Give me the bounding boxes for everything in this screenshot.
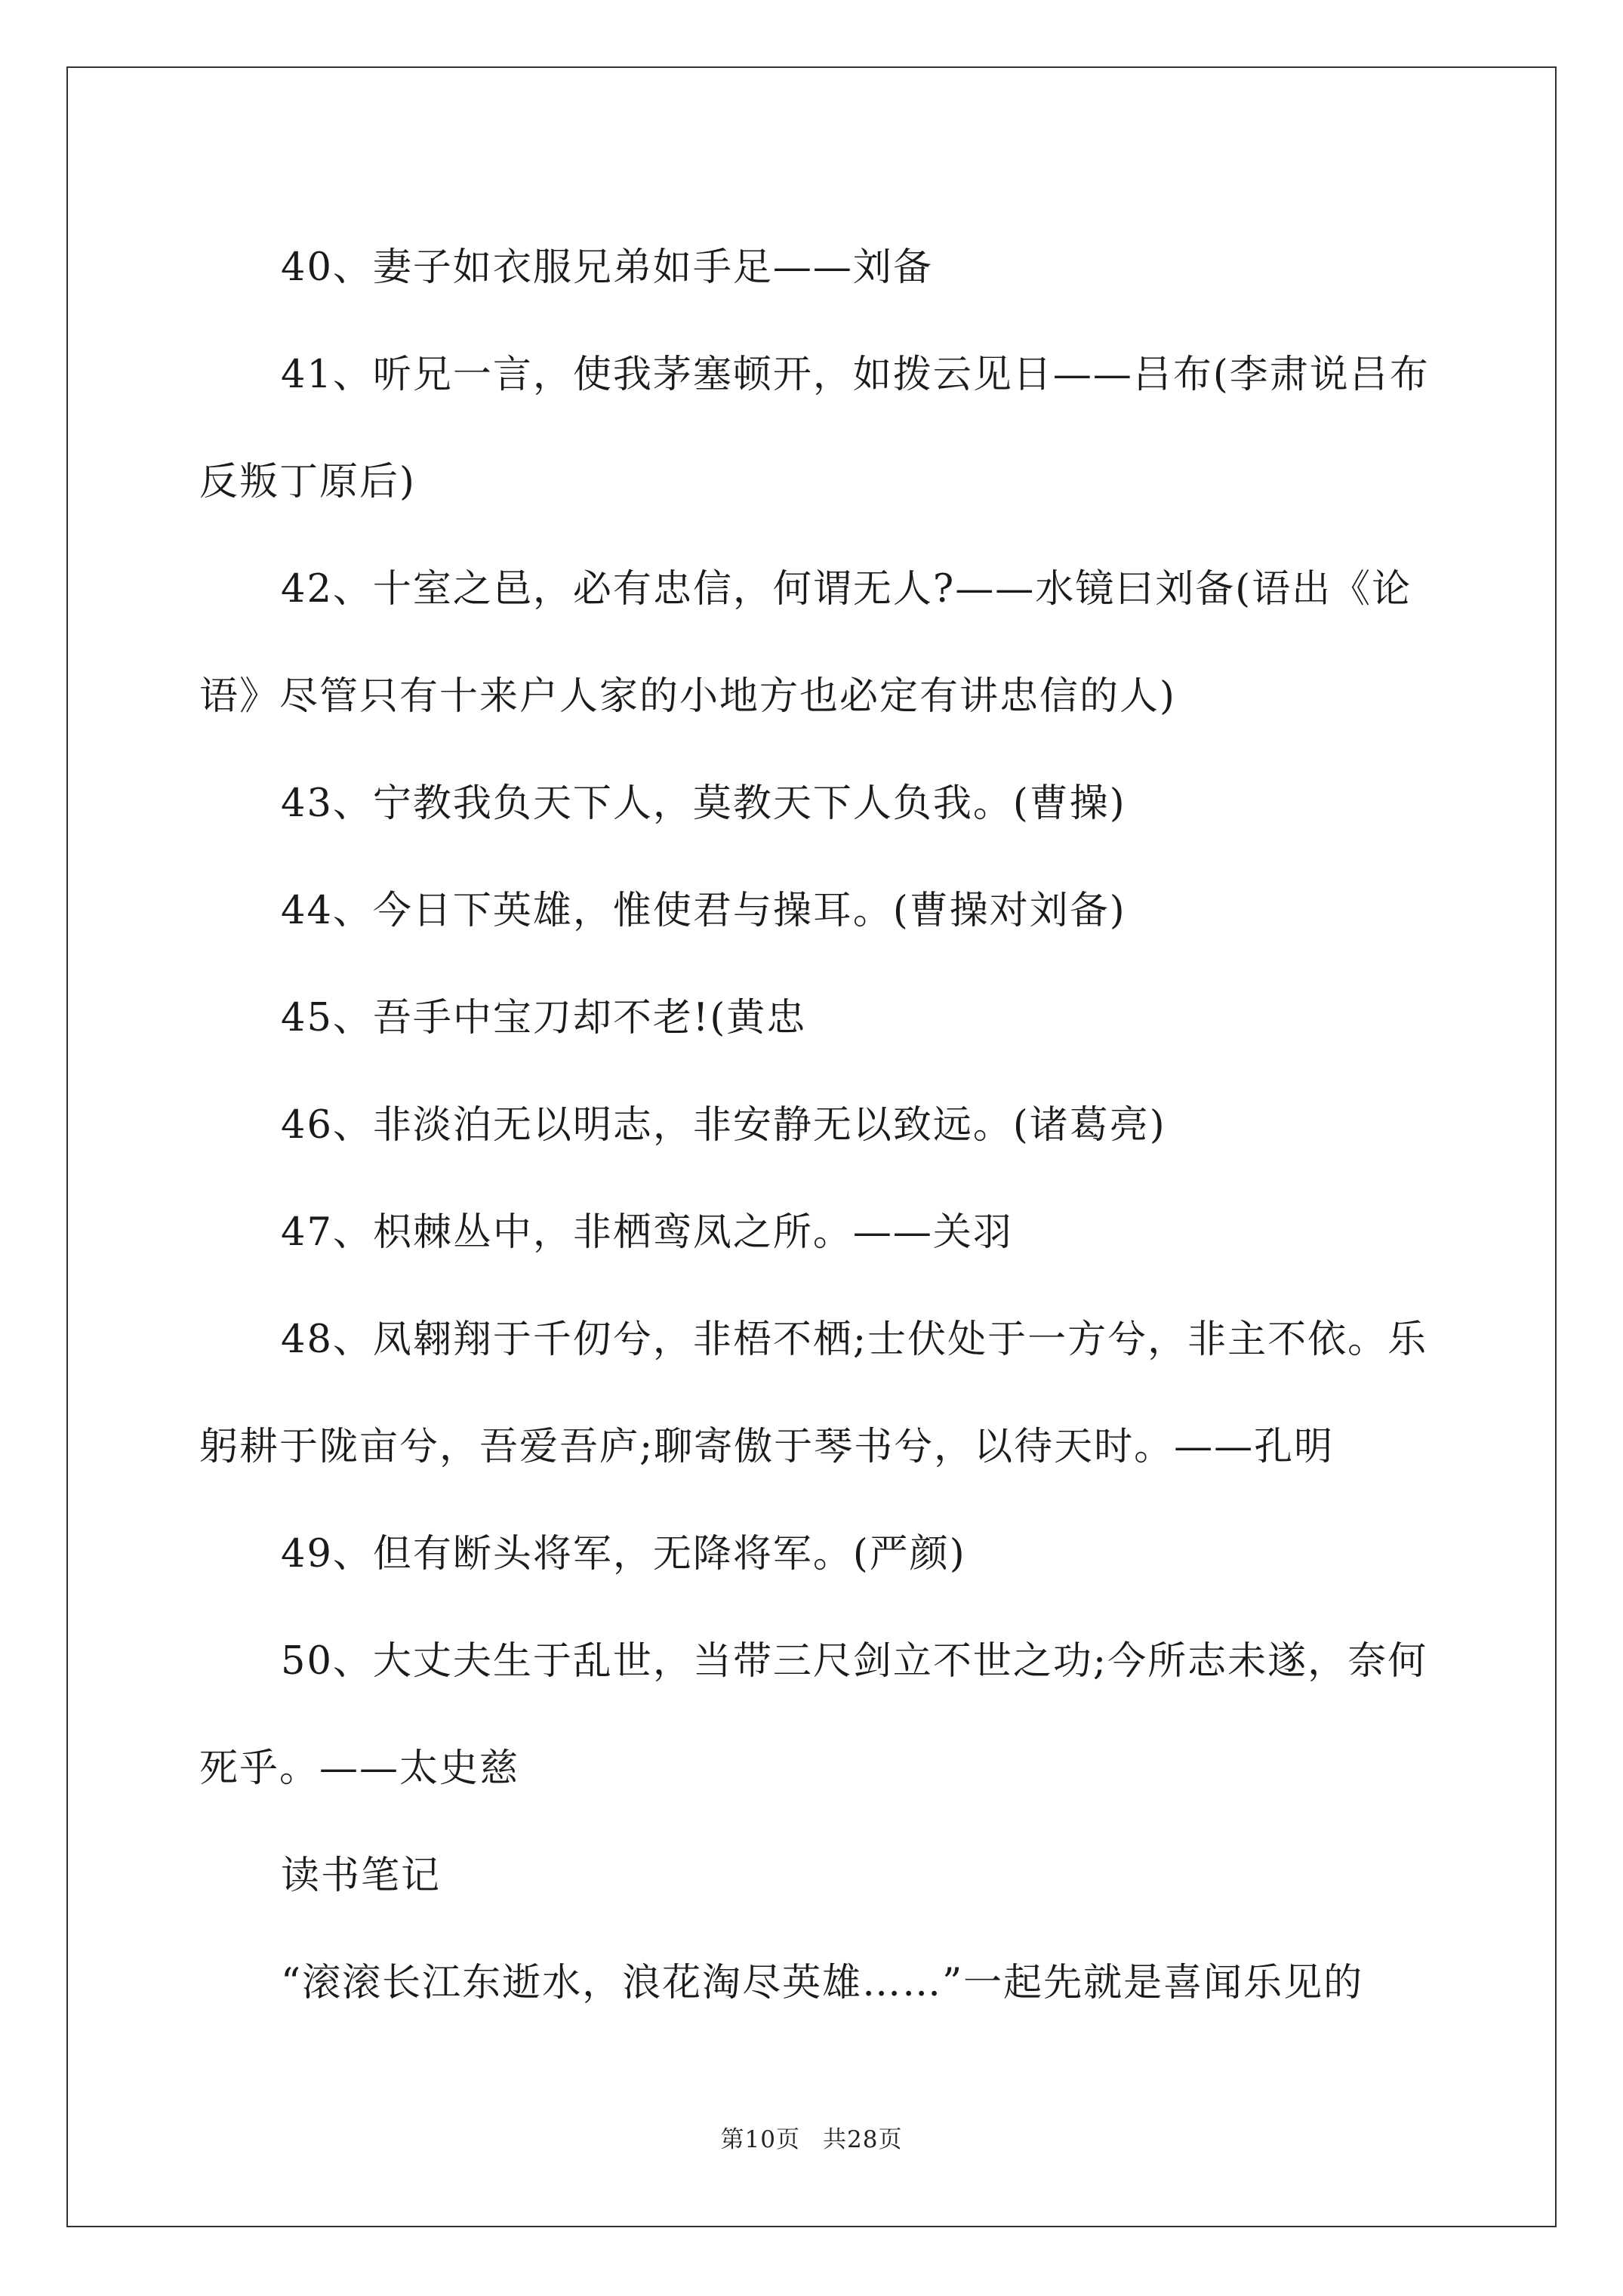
paragraph-49: 49、但有断头将军，无降将军。(严颜)	[281, 1532, 966, 1576]
paragraph-notes-intro: “滚滚长江东逝水，浪花淘尽英雄……”一起先就是喜闻乐见的	[281, 1961, 1364, 2005]
paragraph-43: 43、宁教我负天下人，莫教天下人负我。(曹操)	[281, 781, 1126, 826]
paragraph-47: 47、枳棘丛中，非栖鸾凤之所。——关羽	[281, 1210, 1013, 1255]
paragraph-46: 46、非淡泊无以明志，非安静无以致远。(诸葛亮)	[281, 1103, 1166, 1148]
paragraph-48: 48、凤翱翔于千仞兮，非梧不栖;士伏处于一方兮，非主不依。乐躬耕于陇亩兮，吾爱吾庐;聊寄傲于琴书兮，以待天时。——孔明	[199, 1318, 1428, 1469]
page-footer	[0, 2120, 1623, 2154]
document-body	[199, 214, 1430, 2037]
paragraph-40: 40、妻子如衣服兄弟如手足——刘备	[281, 245, 933, 290]
paragraph-44: 44、今日下英雄，惟使君与操耳。(曹操对刘备)	[281, 889, 1126, 933]
page-number: 第10页	[720, 2126, 800, 2153]
section-heading: 读书笔记	[281, 1854, 442, 1898]
paragraph-50: 50、大丈夫生于乱世，当带三尺剑立不世之功;今所志未遂，奈何死乎。——太史慈	[199, 1639, 1428, 1791]
paragraph-45: 45、吾手中宝刀却不老!(黄忠	[281, 996, 807, 1040]
page-total: 共28页	[823, 2126, 903, 2153]
paragraph-41: 41、听兄一言，使我茅塞顿开，如拨云见日——吕布(李肃说吕布反叛丁原后)	[199, 353, 1430, 504]
paragraph-42: 42、十室之邑，必有忠信，何谓无人?——水镜曰刘备(语出《论语》尽管只有十来户人家的小地方也必定有讲忠信的人)	[199, 567, 1412, 719]
